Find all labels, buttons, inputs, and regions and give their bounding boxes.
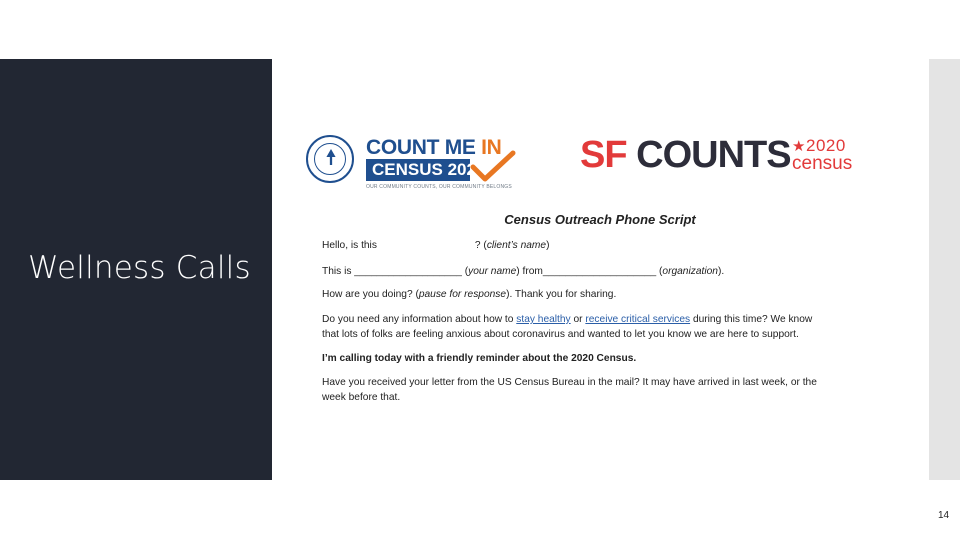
slide-title: Wellness Calls [28, 250, 251, 286]
script-line-6: I’m calling today with a friendly reminder about the 2020 Census. [322, 353, 637, 364]
receive-critical-services-link[interactable]: receive critical services [585, 314, 691, 325]
script-line-2: This is ___________________ (your name) from____________________ (organization). [322, 266, 725, 277]
script-line-8: week before that. [322, 392, 401, 403]
stay-healthy-link[interactable]: stay healthy [516, 314, 571, 325]
county-seal-icon [306, 135, 354, 183]
script-line-4: Do you need any information about how to stay healthy or receive critical services during this time? We know [322, 314, 813, 325]
sf-counts-text: SF COUNTS [580, 134, 791, 176]
checkmark-icon [469, 149, 517, 183]
page-number: 14 [938, 510, 950, 521]
script-line-1: Hello, is this ? (client’s name) [322, 240, 550, 251]
star-icon: ★ [792, 138, 806, 155]
sf-counts-year: 2020 [806, 136, 846, 155]
count-me-in-logo [306, 135, 516, 190]
sf-counts-census: census [792, 153, 853, 174]
script-line-5: that lots of folks are feeling anxious about coronavirus and wanted to let you know we are here to support. [322, 329, 799, 340]
count-me-in-tagline: OUR COMMUNITY COUNTS, OUR COMMUNITY BELONGS [366, 184, 512, 190]
phone-script-image [300, 120, 900, 420]
count-me-in-text: COUNT ME IN [366, 136, 502, 159]
script-title: Census Outreach Phone Script [504, 212, 696, 227]
sf-counts-logo [580, 134, 870, 177]
right-gray-bar [929, 59, 960, 480]
script-line-7: Have you received your letter from the US Census Bureau in the mail? It may have arrived in last week, or the [322, 377, 817, 388]
script-line-3: How are you doing? (pause for response). Thank you for sharing. [322, 289, 617, 300]
census-2020-text: CENSUS 2020 [372, 160, 486, 179]
